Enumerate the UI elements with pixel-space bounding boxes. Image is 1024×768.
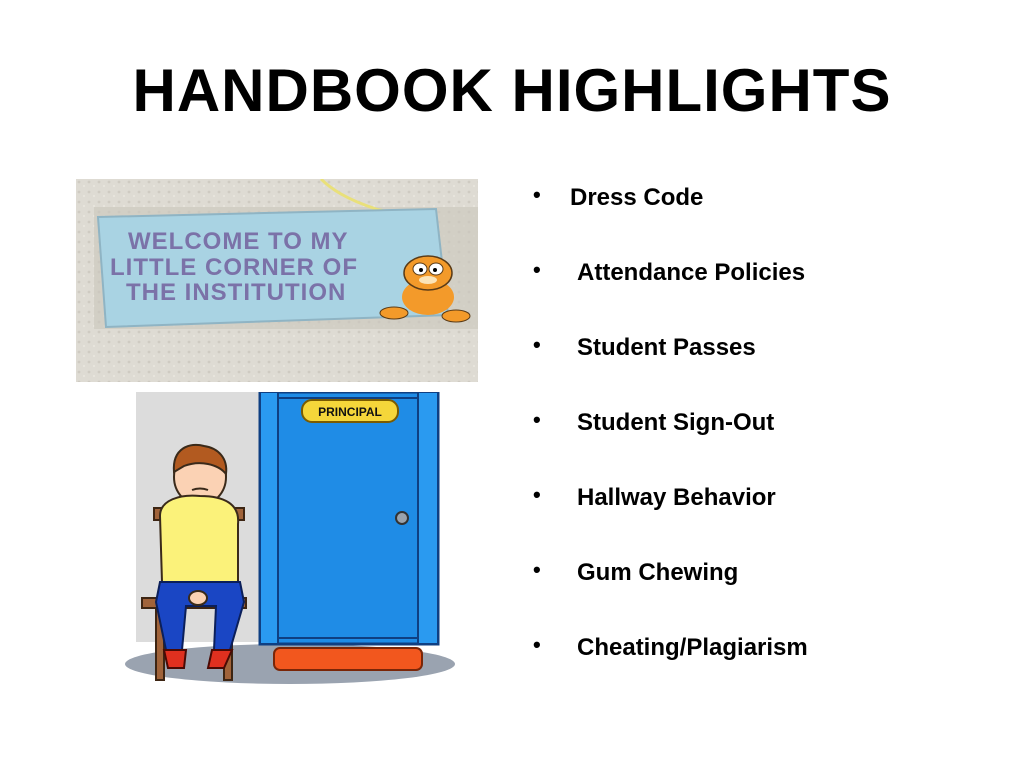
- bullet-glyph: •: [533, 557, 541, 582]
- sign-line-3: THE INSTITUTION: [126, 279, 347, 306]
- welcome-sign-photo: [76, 179, 478, 382]
- list-item: [528, 555, 1008, 630]
- principal-door-label: PRINCIPAL: [318, 405, 382, 419]
- bullet-glyph: •: [533, 632, 541, 657]
- list-item-label: Dress Code: [570, 184, 704, 211]
- sign-line-1: WELCOME TO MY: [128, 228, 349, 255]
- list-item: [528, 630, 1008, 705]
- list-item-label: Student Passes: [577, 334, 756, 361]
- sign-line-2: LITTLE CORNER OF: [110, 254, 358, 281]
- slide-title: HANDBOOK HIGHLIGHTS: [132, 57, 892, 124]
- list-item: [528, 405, 1008, 480]
- principal-office-clipart: [120, 392, 460, 684]
- list-item-label: Student Sign-Out: [577, 409, 775, 436]
- bullet-glyph: •: [533, 407, 541, 432]
- bullet-glyph: •: [533, 182, 541, 207]
- bullet-glyph: •: [533, 482, 541, 507]
- list-item: [528, 330, 1008, 405]
- highlights-list: [528, 180, 1008, 705]
- list-item-label: Cheating/Plagiarism: [577, 634, 808, 661]
- list-item-label: Gum Chewing: [577, 559, 739, 586]
- list-item: [528, 255, 1008, 330]
- list-item-label: Attendance Policies: [577, 259, 806, 286]
- list-item: [528, 480, 1008, 555]
- bullet-glyph: •: [533, 332, 541, 357]
- list-item-label: Hallway Behavior: [577, 484, 776, 511]
- bullet-glyph: •: [533, 257, 541, 282]
- list-item: [528, 180, 1008, 255]
